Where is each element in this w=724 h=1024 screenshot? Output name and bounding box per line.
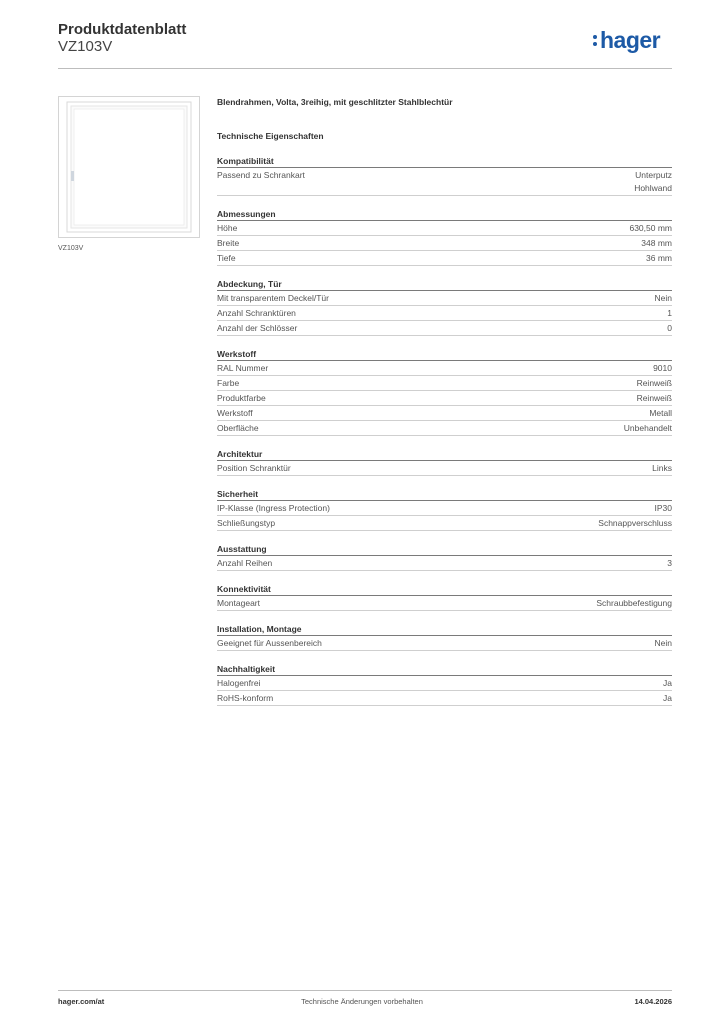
spec-value-line: Links xyxy=(652,463,672,473)
spec-label: Breite xyxy=(217,238,240,248)
spec-section xyxy=(217,623,672,651)
page-subtitle: VZ103V xyxy=(58,38,113,55)
spec-value-line: 1 xyxy=(667,308,672,318)
spec-value-line: Schraubbefestigung xyxy=(596,598,672,608)
logo-text: hager xyxy=(600,27,661,53)
spec-value-line: Hohlwand xyxy=(634,183,672,193)
spec-label: RoHS-konform xyxy=(217,693,274,703)
spec-row xyxy=(217,676,672,691)
spec-section xyxy=(217,155,672,196)
spec-row xyxy=(217,361,672,376)
spec-section xyxy=(217,348,672,436)
spec-row xyxy=(217,461,672,476)
spec-section xyxy=(217,448,672,476)
spec-value-line: 0 xyxy=(667,323,672,333)
spec-row xyxy=(217,321,672,336)
spec-row xyxy=(217,168,672,196)
spec-value xyxy=(667,322,672,335)
spec-value xyxy=(655,502,673,515)
spec-label: RAL Nummer xyxy=(217,363,269,373)
page-title: Produktdatenblatt xyxy=(58,21,187,38)
section-title: Werkstoff xyxy=(217,348,672,361)
spec-label: IP-Klasse (Ingress Protection) xyxy=(217,503,330,513)
spec-label: Passend zu Schrankart xyxy=(217,170,305,180)
spec-value-line: Nein xyxy=(654,638,672,648)
spec-section xyxy=(217,583,672,611)
spec-label: Anzahl Reihen xyxy=(217,558,273,568)
section-title: Nachhaltigkeit xyxy=(217,663,672,676)
spec-value-line: Ja xyxy=(663,678,672,688)
product-image xyxy=(58,96,200,238)
spec-value-line: Schnappverschluss xyxy=(598,518,672,528)
spec-value xyxy=(663,692,672,705)
spec-row xyxy=(217,556,672,571)
section-title: Abdeckung, Tür xyxy=(217,278,672,291)
spec-section xyxy=(217,488,672,531)
tech-properties-title: Technische Eigenschaften xyxy=(217,131,324,141)
spec-section xyxy=(217,543,672,571)
spec-label: Werkstoff xyxy=(217,408,253,418)
spec-row xyxy=(217,391,672,406)
spec-value xyxy=(646,252,672,265)
spec-value xyxy=(624,422,672,435)
spec-label: Anzahl der Schlösser xyxy=(217,323,298,333)
spec-value-line: 630,50 mm xyxy=(629,223,672,233)
spec-row xyxy=(217,376,672,391)
spec-value xyxy=(667,307,672,320)
logo-dots-icon xyxy=(593,31,598,47)
spec-value xyxy=(637,377,672,390)
spec-row xyxy=(217,291,672,306)
spec-row xyxy=(217,596,672,611)
spec-value-line: 9010 xyxy=(653,363,672,373)
spec-row xyxy=(217,421,672,436)
section-title: Architektur xyxy=(217,448,672,461)
spec-value-line: Metall xyxy=(649,408,672,418)
section-title: Installation, Montage xyxy=(217,623,672,636)
spec-value-line: Reinweiß xyxy=(636,378,672,388)
spec-label: Höhe xyxy=(217,223,238,233)
header-divider xyxy=(58,68,672,69)
section-title: Sicherheit xyxy=(217,488,672,501)
spec-value xyxy=(641,237,672,250)
spec-row xyxy=(217,221,672,236)
spec-label: Geeignet für Aussenbereich xyxy=(217,638,322,648)
spec-label: Oberfläche xyxy=(217,423,259,433)
spec-value xyxy=(663,677,672,690)
spec-row xyxy=(217,516,672,531)
hager-logo xyxy=(593,27,660,54)
spec-label: Produktfarbe xyxy=(217,393,266,403)
spec-value-line: 348 mm xyxy=(641,238,672,248)
spec-value xyxy=(629,222,672,235)
spec-label: Farbe xyxy=(217,378,240,388)
spec-section xyxy=(217,663,672,706)
spec-value xyxy=(653,362,672,375)
spec-value xyxy=(655,292,672,305)
section-title: Konnektivität xyxy=(217,583,672,596)
cabinet-door-icon xyxy=(59,97,199,237)
spec-row xyxy=(217,406,672,421)
image-caption: VZ103V xyxy=(58,245,84,252)
spec-value-line: Unterputz xyxy=(635,170,672,180)
spec-label: Halogenfrei xyxy=(217,678,261,688)
footer-website: hager.com/at xyxy=(58,997,105,1006)
section-title: Ausstattung xyxy=(217,543,672,556)
spec-section xyxy=(217,278,672,336)
spec-label: Mit transparentem Deckel/Tür xyxy=(217,293,329,303)
spec-label: Montageart xyxy=(217,598,260,608)
spec-value xyxy=(649,407,672,420)
spec-label: Schließungstyp xyxy=(217,518,276,528)
spec-value-line: 36 mm xyxy=(646,253,672,263)
spec-value-line: Ja xyxy=(663,693,672,703)
spec-value xyxy=(634,169,672,195)
spec-label: Position Schranktür xyxy=(217,463,291,473)
section-title: Kompatibilität xyxy=(217,155,672,168)
footer-divider xyxy=(58,990,672,991)
spec-value xyxy=(667,557,672,570)
spec-row xyxy=(217,691,672,706)
spec-value xyxy=(596,597,672,610)
spec-section xyxy=(217,208,672,266)
spec-value xyxy=(598,517,672,530)
spec-label: Anzahl Schranktüren xyxy=(217,308,296,318)
spec-sections xyxy=(217,155,672,706)
spec-content xyxy=(217,95,672,706)
spec-value-line: Unbehandelt xyxy=(623,423,672,433)
spec-row xyxy=(217,236,672,251)
product-description: Blendrahmen, Volta, 3reihig, mit geschlitzter Stahlblechtür xyxy=(217,97,453,107)
spec-value-line: IP30 xyxy=(654,503,672,513)
spec-value xyxy=(655,637,672,650)
spec-row xyxy=(217,501,672,516)
spec-label: Tiefe xyxy=(217,253,236,263)
spec-value xyxy=(652,462,672,475)
spec-value xyxy=(637,392,672,405)
spec-value-line: Nein xyxy=(654,293,672,303)
spec-row xyxy=(217,636,672,651)
spec-value-line: 3 xyxy=(667,558,672,568)
spec-value-line: Reinweiß xyxy=(636,393,672,403)
section-title: Abmessungen xyxy=(217,208,672,221)
spec-row xyxy=(217,306,672,321)
footer-note: Technische Änderungen vorbehalten xyxy=(301,997,423,1006)
footer-date: 14.04.2026 xyxy=(634,997,672,1006)
spec-row xyxy=(217,251,672,266)
